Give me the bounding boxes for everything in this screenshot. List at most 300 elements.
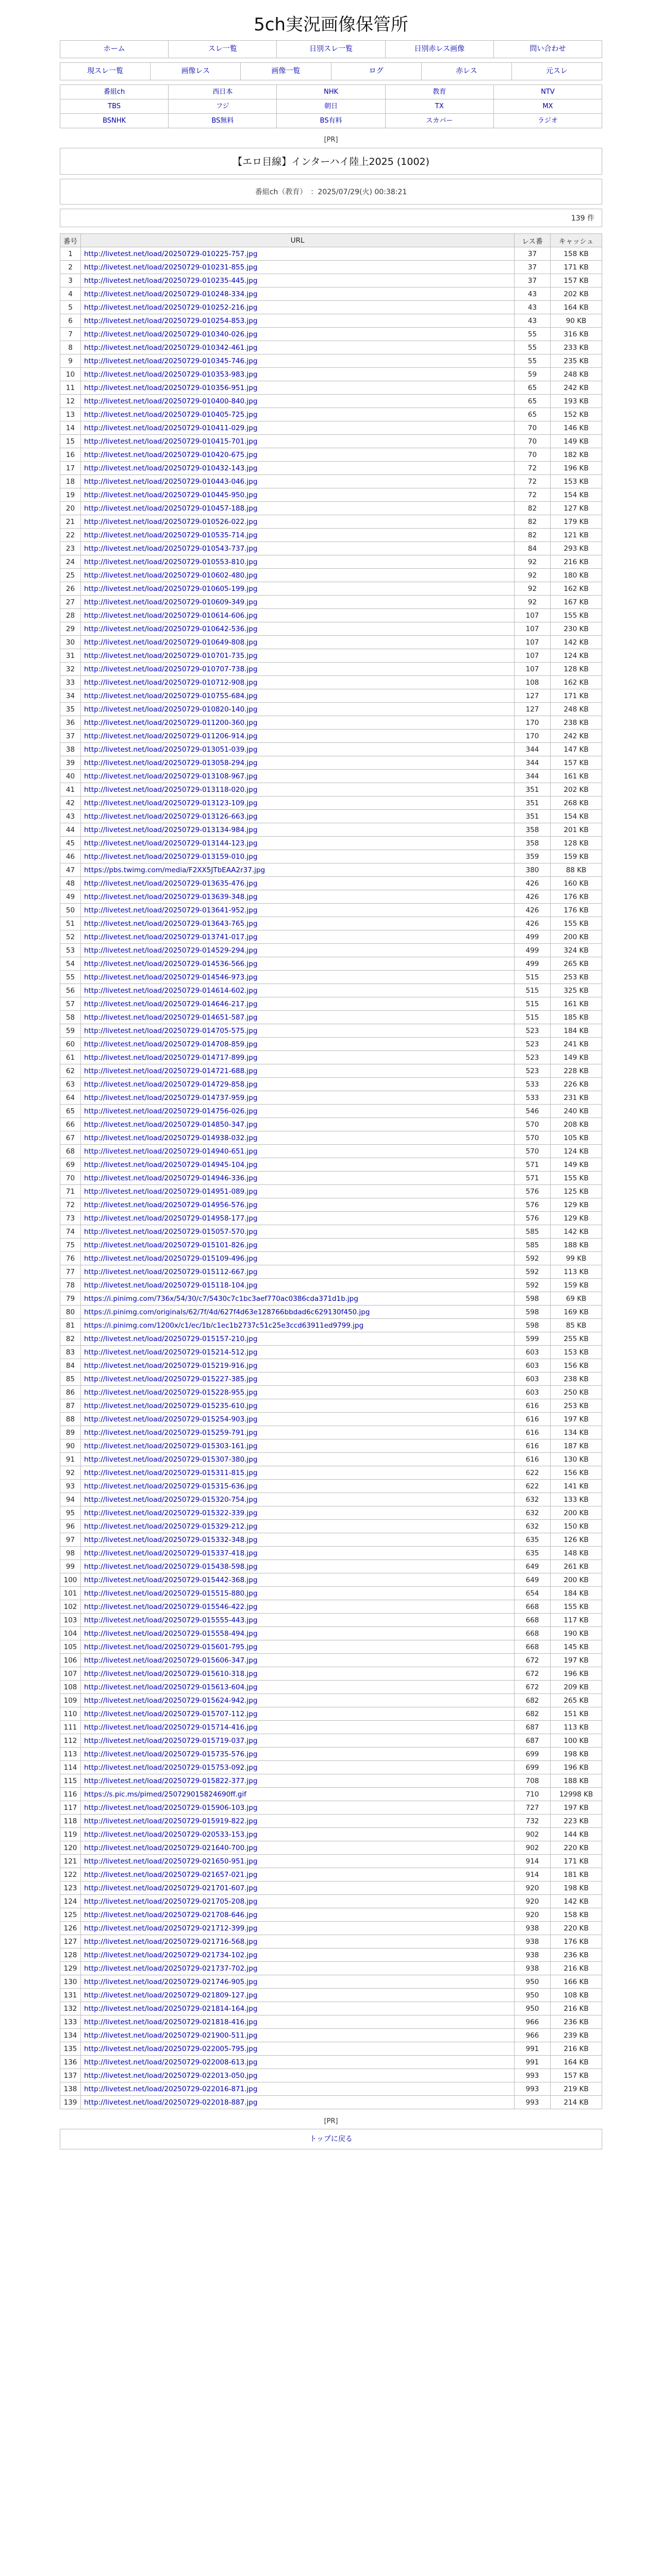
table-row <box>60 1828 602 1841</box>
url-cell <box>81 877 515 890</box>
image-url-link[interactable]: http://livetest.net/load/20250729-010345-746.jpg <box>84 357 258 365</box>
url-cell <box>81 1975 515 1989</box>
image-url-link[interactable]: http://livetest.net/load/20250729-015214-512.jpg <box>84 1348 258 1357</box>
image-url-link[interactable]: http://livetest.net/load/20250729-021716-568.jpg <box>84 1937 258 1946</box>
table-row <box>60 622 602 636</box>
image-url-link[interactable]: http://livetest.net/load/20250729-015307-380.jpg <box>84 1455 258 1464</box>
image-url-link[interactable]: http://livetest.net/load/20250729-014756-026.jpg <box>84 1107 258 1115</box>
image-url-link[interactable]: http://livetest.net/load/20250729-010415-701.jpg <box>84 437 258 446</box>
nav-channels-item[interactable]: 教育 <box>386 85 494 99</box>
cache-size: 253 KB <box>551 971 602 984</box>
nav-channels-item[interactable]: 朝日 <box>277 99 385 114</box>
row-number: 4 <box>60 287 81 301</box>
image-url-link[interactable]: http://livetest.net/load/20250729-014646-217.jpg <box>84 999 258 1008</box>
url-cell <box>81 850 515 863</box>
image-url-link[interactable]: http://livetest.net/load/20250729-010701-735.jpg <box>84 651 258 660</box>
image-url-link[interactable]: http://livetest.net/load/20250729-015320-754.jpg <box>84 1495 258 1504</box>
cache-size: 125 KB <box>551 1185 602 1198</box>
cache-size: 231 KB <box>551 1091 602 1105</box>
image-url-link[interactable]: http://livetest.net/load/20250729-015157-210.jpg <box>84 1334 258 1343</box>
url-cell <box>81 1761 515 1774</box>
table-row <box>60 1024 602 1038</box>
cache-size: 121 KB <box>551 529 602 542</box>
res-number: 92 <box>515 569 551 582</box>
image-url-link[interactable]: http://livetest.net/load/20250729-013118-020.jpg <box>84 785 258 794</box>
image-url-link[interactable]: http://livetest.net/load/20250729-015624-942.jpg <box>84 1696 258 1705</box>
url-cell <box>81 1815 515 1828</box>
image-url-link[interactable]: http://livetest.net/load/20250729-015254-903.jpg <box>84 1415 258 1423</box>
image-url-link[interactable]: http://livetest.net/load/20250729-010457-188.jpg <box>84 504 258 513</box>
image-url-link[interactable]: http://livetest.net/load/20250729-015337-418.jpg <box>84 1549 258 1557</box>
cache-size: 169 KB <box>551 1306 602 1319</box>
cache-size: 99 KB <box>551 1252 602 1265</box>
image-url-link[interactable]: http://livetest.net/load/20250729-010707-738.jpg <box>84 665 258 673</box>
image-url-link[interactable]: http://livetest.net/load/20250729-015753-092.jpg <box>84 1763 258 1772</box>
image-url-link[interactable]: http://livetest.net/load/20250729-015311-815.jpg <box>84 1468 258 1477</box>
image-url-link[interactable]: http://livetest.net/load/20250729-021746-905.jpg <box>84 1977 258 1986</box>
row-number: 10 <box>60 368 81 381</box>
image-url-link[interactable]: http://livetest.net/load/20250729-014958-177.jpg <box>84 1214 258 1223</box>
image-url-link[interactable]: http://livetest.net/load/20250729-021701-607.jpg <box>84 1884 258 1892</box>
image-url-link[interactable]: http://livetest.net/load/20250729-011200-360.jpg <box>84 718 258 727</box>
cache-size: 164 KB <box>551 2056 602 2069</box>
url-cell <box>81 944 515 957</box>
image-url-link[interactable]: http://livetest.net/load/20250729-010535-714.jpg <box>84 531 258 539</box>
image-url-link[interactable]: http://livetest.net/load/20250729-010254-853.jpg <box>84 316 258 325</box>
nav-second-item[interactable]: 元スレ <box>512 63 602 80</box>
image-url-link[interactable]: https://i.pinimg.com/1200x/c1/ec/1b/c1ec1b2737c51c25e3ccd63911ed9799.jpg <box>84 1321 364 1330</box>
image-url-link[interactable]: http://livetest.net/load/20250729-021814-164.jpg <box>84 2004 258 2013</box>
image-url-link[interactable]: http://livetest.net/load/20250729-010420-675.jpg <box>84 450 258 459</box>
site-title[interactable]: 5ch実況画像保管所 <box>254 14 408 35</box>
image-url-link[interactable]: http://livetest.net/load/20250729-015919-822.jpg <box>84 1817 258 1825</box>
image-url-link[interactable]: http://livetest.net/load/20250729-015315-636.jpg <box>84 1482 258 1490</box>
cache-size: 145 KB <box>551 1640 602 1654</box>
nav-second-item[interactable]: ログ <box>332 63 422 80</box>
image-url-link[interactable]: http://livetest.net/load/20250729-015719-037.jpg <box>84 1736 258 1745</box>
res-number: 938 <box>515 1948 551 1962</box>
row-number: 69 <box>60 1158 81 1172</box>
nav-top-item[interactable]: ホーム <box>60 41 169 58</box>
res-number: 127 <box>515 703 551 716</box>
image-url-link[interactable]: http://livetest.net/load/20250729-014729-858.jpg <box>84 1080 258 1089</box>
image-url-link[interactable]: http://livetest.net/load/20250729-022008-613.jpg <box>84 2058 258 2066</box>
nav-second-item[interactable]: 画像一覧 <box>241 63 331 80</box>
table-row <box>60 1948 602 1962</box>
nav-top-item[interactable]: 問い合わせ <box>494 41 602 58</box>
res-number: 72 <box>515 462 551 475</box>
image-url-link[interactable]: http://livetest.net/load/20250729-014614-602.jpg <box>84 986 258 995</box>
image-url-link[interactable]: http://livetest.net/load/20250729-014546-973.jpg <box>84 973 258 981</box>
cache-size: 268 KB <box>551 796 602 810</box>
image-url-link[interactable]: http://livetest.net/load/20250729-015303-161.jpg <box>84 1442 258 1450</box>
table-row <box>60 1386 602 1399</box>
table-row <box>60 1158 602 1172</box>
image-url-link[interactable]: http://livetest.net/load/20250729-015555-443.jpg <box>84 1616 258 1624</box>
image-url-link[interactable]: http://livetest.net/load/20250729-010252-216.jpg <box>84 303 258 312</box>
image-url-link[interactable]: http://livetest.net/load/20250729-015259-791.jpg <box>84 1428 258 1437</box>
cache-size: 265 KB <box>551 1694 602 1707</box>
nav-second-item[interactable]: 赤レス <box>422 63 512 80</box>
image-url-link[interactable]: http://livetest.net/load/20250729-015228-955.jpg <box>84 1388 258 1397</box>
image-url-link[interactable]: http://livetest.net/load/20250729-010602-480.jpg <box>84 571 258 580</box>
table-row <box>60 1587 602 1600</box>
table-row <box>60 1064 602 1078</box>
image-url-link[interactable]: http://livetest.net/load/20250729-010614-606.jpg <box>84 611 258 620</box>
url-cell <box>81 1948 515 1962</box>
url-cell <box>81 971 515 984</box>
res-number: 668 <box>515 1627 551 1640</box>
thread-info: 番組ch（教育） ：2025/07/29(火) 00:38:21 <box>60 179 602 205</box>
url-cell <box>81 703 515 716</box>
image-url-link[interactable]: http://livetest.net/load/20250729-010526-022.jpg <box>84 517 258 526</box>
image-url-link[interactable]: http://livetest.net/load/20250729-015438-598.jpg <box>84 1562 258 1571</box>
nav-top-item[interactable]: 日別赤レス画像 <box>386 41 494 58</box>
image-url-link[interactable]: http://livetest.net/load/20250729-021708-646.jpg <box>84 1910 258 1919</box>
image-url-link[interactable]: http://livetest.net/load/20250729-013641-952.jpg <box>84 906 258 914</box>
row-number: 113 <box>60 1748 81 1761</box>
row-number: 38 <box>60 743 81 756</box>
url-cell <box>81 287 515 301</box>
url-cell <box>81 448 515 462</box>
image-url-link[interactable]: http://livetest.net/load/20250729-013144-123.jpg <box>84 839 258 848</box>
url-cell <box>81 810 515 823</box>
res-number: 993 <box>515 2069 551 2082</box>
res-number: 632 <box>515 1506 551 1520</box>
image-url-link[interactable]: http://livetest.net/load/20250729-015707-112.jpg <box>84 1709 258 1718</box>
url-cell <box>81 1466 515 1480</box>
table-row <box>60 1520 602 1533</box>
table-row <box>60 515 602 529</box>
row-number: 82 <box>60 1332 81 1346</box>
nav-top-item[interactable]: 日別スレ一覧 <box>277 41 385 58</box>
url-cell <box>81 1399 515 1413</box>
image-url-link[interactable]: http://livetest.net/load/20250729-010405-725.jpg <box>84 410 258 419</box>
nav-channels-item[interactable]: MX <box>494 99 602 114</box>
table-row <box>60 957 602 971</box>
pr-label[interactable]: [PR] <box>324 136 338 144</box>
image-url-link[interactable]: http://livetest.net/load/20250729-021734-102.jpg <box>84 1951 258 1959</box>
nav-channels-item[interactable]: ラジオ <box>494 114 602 128</box>
image-url-link[interactable]: http://livetest.net/load/20250729-014737-959.jpg <box>84 1093 258 1102</box>
image-url-link[interactable]: http://livetest.net/load/20250729-015332-348.jpg <box>84 1535 258 1544</box>
row-number: 129 <box>60 1962 81 1975</box>
image-url-link[interactable]: http://livetest.net/load/20250729-015112-667.jpg <box>84 1267 258 1276</box>
nav-channels-item[interactable]: BSNHK <box>60 114 169 128</box>
image-url-link[interactable]: http://livetest.net/load/20250729-015329-212.jpg <box>84 1522 258 1531</box>
table-row <box>60 770 602 783</box>
url-cell <box>81 930 515 944</box>
url-cell <box>81 1064 515 1078</box>
image-url-link[interactable]: http://livetest.net/load/20250729-013639-348.jpg <box>84 892 258 901</box>
image-url-link[interactable]: http://livetest.net/load/20250729-015515-880.jpg <box>84 1589 258 1598</box>
image-url-link[interactable]: http://livetest.net/load/20250729-013643-765.jpg <box>84 919 258 928</box>
image-url-link[interactable]: http://livetest.net/load/20250729-015546-422.jpg <box>84 1602 258 1611</box>
row-number: 115 <box>60 1774 81 1788</box>
image-url-link[interactable]: http://livetest.net/load/20250729-015227-385.jpg <box>84 1375 258 1383</box>
image-url-link[interactable]: http://livetest.net/load/20250729-010445-950.jpg <box>84 490 258 499</box>
row-number: 61 <box>60 1051 81 1064</box>
image-url-link[interactable]: http://livetest.net/load/20250729-010340-026.jpg <box>84 330 258 338</box>
image-url-link[interactable]: http://livetest.net/load/20250729-015714-416.jpg <box>84 1723 258 1732</box>
image-url-link[interactable]: http://livetest.net/load/20250729-010649-808.jpg <box>84 638 258 647</box>
cache-size: 149 KB <box>551 435 602 448</box>
table-row <box>60 1681 602 1694</box>
image-url-link[interactable]: http://livetest.net/load/20250729-014940-651.jpg <box>84 1147 258 1156</box>
image-url-link[interactable]: http://livetest.net/load/20250729-020533-153.jpg <box>84 1830 258 1839</box>
nav-channels-item[interactable]: TX <box>386 99 494 114</box>
cache-size: 124 KB <box>551 1145 602 1158</box>
image-url-link[interactable]: http://livetest.net/load/20250729-013635-476.jpg <box>84 879 258 888</box>
image-url-link[interactable]: https://i.pinimg.com/736x/54/30/c7/5430c7c1bc3aef770ac0386cda371d1b.jpg <box>84 1294 358 1303</box>
image-url-link[interactable]: http://livetest.net/load/20250729-015109-496.jpg <box>84 1254 258 1263</box>
image-url-link[interactable]: http://livetest.net/load/20250729-015101-826.jpg <box>84 1241 258 1249</box>
res-number: 993 <box>515 2082 551 2096</box>
cache-size: 184 KB <box>551 1587 602 1600</box>
cache-size: 128 KB <box>551 837 602 850</box>
res-number: 668 <box>515 1614 551 1627</box>
cache-size: 176 KB <box>551 890 602 904</box>
url-cell <box>81 1922 515 1935</box>
image-url-link[interactable]: http://livetest.net/load/20250729-010248-334.jpg <box>84 290 258 298</box>
table-row <box>60 1788 602 1801</box>
nav-second-item[interactable]: 現スレ一覧 <box>60 63 151 80</box>
image-url-link[interactable]: http://livetest.net/load/20250729-014951-089.jpg <box>84 1187 258 1196</box>
image-url-link[interactable]: http://livetest.net/load/20250729-014850-347.jpg <box>84 1120 258 1129</box>
res-number: 682 <box>515 1694 551 1707</box>
row-number: 119 <box>60 1828 81 1841</box>
image-url-link[interactable]: http://livetest.net/load/20250729-014708-859.jpg <box>84 1040 258 1048</box>
nav-channels-item[interactable]: NHK <box>277 85 385 99</box>
image-url-link[interactable]: http://livetest.net/load/20250729-015601-795.jpg <box>84 1642 258 1651</box>
row-number: 44 <box>60 823 81 837</box>
url-cell <box>81 301 515 314</box>
url-cell <box>81 890 515 904</box>
table-row <box>60 730 602 743</box>
table-row <box>60 1882 602 1895</box>
image-url-link[interactable]: http://livetest.net/load/20250729-013159-010.jpg <box>84 852 258 861</box>
image-url-link[interactable]: http://livetest.net/load/20250729-015219-916.jpg <box>84 1361 258 1370</box>
row-number: 76 <box>60 1252 81 1265</box>
table-row <box>60 716 602 730</box>
image-url-link[interactable]: http://livetest.net/load/20250729-010400-840.jpg <box>84 397 258 405</box>
res-number: 991 <box>515 2042 551 2056</box>
image-url-link[interactable]: http://livetest.net/load/20250729-021900-511.jpg <box>84 2031 258 2040</box>
table-row <box>60 395 602 408</box>
cache-size: 180 KB <box>551 569 602 582</box>
image-url-link[interactable]: http://livetest.net/load/20250729-010235-445.jpg <box>84 276 258 285</box>
image-url-link[interactable]: http://livetest.net/load/20250729-010543-737.jpg <box>84 544 258 553</box>
image-url-link[interactable]: http://livetest.net/load/20250729-010353-983.jpg <box>84 370 258 379</box>
cache-size: 238 KB <box>551 716 602 730</box>
table-row <box>60 1319 602 1332</box>
res-number: 616 <box>515 1426 551 1439</box>
image-url-link[interactable]: http://livetest.net/load/20250729-013126-663.jpg <box>84 812 258 821</box>
row-number: 106 <box>60 1654 81 1667</box>
image-url-link[interactable]: http://livetest.net/load/20250729-010642-536.jpg <box>84 624 258 633</box>
image-url-link[interactable]: http://livetest.net/load/20250729-014938-032.jpg <box>84 1133 258 1142</box>
url-cell <box>81 1667 515 1681</box>
image-url-link[interactable]: http://livetest.net/load/20250729-010712-908.jpg <box>84 678 258 687</box>
row-number: 92 <box>60 1466 81 1480</box>
image-url-link[interactable]: http://livetest.net/load/20250729-013741-017.jpg <box>84 933 258 941</box>
pr-label-bottom[interactable]: [PR] <box>324 2117 338 2125</box>
image-url-link[interactable]: http://livetest.net/load/20250729-015822-377.jpg <box>84 1776 258 1785</box>
cache-size: 164 KB <box>551 301 602 314</box>
image-url-link[interactable]: http://livetest.net/load/20250729-014946-336.jpg <box>84 1174 258 1182</box>
res-number: 515 <box>515 1011 551 1024</box>
res-number: 344 <box>515 743 551 756</box>
image-url-link[interactable]: http://livetest.net/load/20250729-021640-700.jpg <box>84 1843 258 1852</box>
image-url-link[interactable]: http://livetest.net/load/20250729-021650-951.jpg <box>84 1857 258 1866</box>
image-url-link[interactable]: http://livetest.net/load/20250729-022013-050.jpg <box>84 2071 258 2080</box>
cache-size: 242 KB <box>551 381 602 395</box>
table-row <box>60 877 602 890</box>
image-url-link[interactable]: http://livetest.net/load/20250729-013123-109.jpg <box>84 799 258 807</box>
nav-second-item[interactable]: 画像レス <box>151 63 241 80</box>
image-url-link[interactable]: http://livetest.net/load/20250729-010231-855.jpg <box>84 263 258 272</box>
image-url-link[interactable]: http://livetest.net/load/20250729-010411-029.jpg <box>84 423 258 432</box>
image-url-link[interactable]: https://s.pic.ms/pimed/250729015824690ff.gif <box>84 1790 246 1799</box>
nav-channels-item[interactable]: NTV <box>494 85 602 99</box>
nav-channels-item[interactable]: BS有料 <box>277 114 385 128</box>
image-url-link[interactable]: http://livetest.net/load/20250729-021737-702.jpg <box>84 1964 258 1973</box>
image-url-link[interactable]: http://livetest.net/load/20250729-015735-576.jpg <box>84 1750 258 1758</box>
row-number: 16 <box>60 448 81 462</box>
nav-channels-item[interactable]: TBS <box>60 99 169 114</box>
image-url-link[interactable]: http://livetest.net/load/20250729-013051-039.jpg <box>84 745 258 754</box>
image-url-link[interactable]: http://livetest.net/load/20250729-013134-984.jpg <box>84 825 258 834</box>
image-url-link[interactable]: http://livetest.net/load/20250729-015235-610.jpg <box>84 1401 258 1410</box>
image-url-link[interactable]: http://livetest.net/load/20250729-015118-104.jpg <box>84 1281 258 1290</box>
nav-top-item[interactable]: スレ一覧 <box>169 41 277 58</box>
row-number: 137 <box>60 2069 81 2082</box>
image-url-link[interactable]: http://livetest.net/load/20250729-015442-368.jpg <box>84 1575 258 1584</box>
url-cell <box>81 1024 515 1038</box>
row-number: 26 <box>60 582 81 596</box>
res-number: 72 <box>515 488 551 502</box>
url-cell <box>81 381 515 395</box>
image-url-link[interactable]: http://livetest.net/load/20250729-010443-046.jpg <box>84 477 258 486</box>
nav-channels-item[interactable]: 番組ch <box>60 85 169 99</box>
image-url-link[interactable]: http://livetest.net/load/20250729-022016-871.jpg <box>84 2084 258 2093</box>
image-url-link[interactable]: http://livetest.net/load/20250729-014717-899.jpg <box>84 1053 258 1062</box>
row-number: 49 <box>60 890 81 904</box>
url-cell <box>81 863 515 877</box>
image-url-link[interactable]: http://livetest.net/load/20250729-010225-757.jpg <box>84 249 258 258</box>
image-url-link[interactable]: http://livetest.net/load/20250729-010755-684.jpg <box>84 691 258 700</box>
image-url-link[interactable]: http://livetest.net/load/20250729-021712-399.jpg <box>84 1924 258 1933</box>
table-row <box>60 1145 602 1158</box>
nav-channels-item[interactable]: 西日本 <box>169 85 277 99</box>
image-url-link[interactable]: http://livetest.net/load/20250729-015613-604.jpg <box>84 1683 258 1691</box>
res-number: 914 <box>515 1868 551 1882</box>
table-row <box>60 475 602 488</box>
row-number: 116 <box>60 1788 81 1801</box>
res-number: 682 <box>515 1707 551 1721</box>
nav-channels-item[interactable]: フジ <box>169 99 277 114</box>
table-row <box>60 810 602 823</box>
image-url-link[interactable]: http://livetest.net/load/20250729-021809-127.jpg <box>84 1991 258 1999</box>
image-url-link[interactable]: http://livetest.net/load/20250729-010432-143.jpg <box>84 464 258 472</box>
url-cell <box>81 1587 515 1600</box>
image-url-link[interactable]: http://livetest.net/load/20250729-015322-339.jpg <box>84 1509 258 1517</box>
table-row <box>60 1868 602 1882</box>
image-url-link[interactable]: http://livetest.net/load/20250729-010356-951.jpg <box>84 383 258 392</box>
cache-size: 220 KB <box>551 1922 602 1935</box>
cache-size: 150 KB <box>551 1520 602 1533</box>
cache-size: 156 KB <box>551 1359 602 1372</box>
image-url-link[interactable]: http://livetest.net/load/20250729-014536-566.jpg <box>84 959 258 968</box>
res-number: 59 <box>515 368 551 381</box>
table-row <box>60 2002 602 2015</box>
nav-channels-item[interactable]: BS無料 <box>169 114 277 128</box>
image-url-link[interactable]: http://livetest.net/load/20250729-021705-208.jpg <box>84 1897 258 1906</box>
image-url-link[interactable]: http://livetest.net/load/20250729-014945-104.jpg <box>84 1160 258 1169</box>
image-url-link[interactable]: http://livetest.net/load/20250729-013058-294.jpg <box>84 758 258 767</box>
image-url-link[interactable]: http://livetest.net/load/20250729-010553-810.jpg <box>84 557 258 566</box>
cache-size: 151 KB <box>551 1707 602 1721</box>
table-row <box>60 703 602 716</box>
back-to-top-button[interactable]: トップに戻る <box>60 2129 602 2149</box>
image-url-link[interactable]: http://livetest.net/load/20250729-021818-416.jpg <box>84 2018 258 2026</box>
res-number: 902 <box>515 1828 551 1841</box>
row-number: 128 <box>60 1948 81 1962</box>
image-url-link[interactable]: http://livetest.net/load/20250729-013108-967.jpg <box>84 772 258 781</box>
table-row <box>60 1935 602 1948</box>
image-url-link[interactable]: http://livetest.net/load/20250729-015610-318.jpg <box>84 1669 258 1678</box>
image-url-link[interactable]: http://livetest.net/load/20250729-015558-494.jpg <box>84 1629 258 1638</box>
res-number: 699 <box>515 1761 551 1774</box>
table-row <box>60 1172 602 1185</box>
image-url-link[interactable]: http://livetest.net/load/20250729-014705-575.jpg <box>84 1026 258 1035</box>
image-url-link[interactable]: http://livetest.net/load/20250729-022018-887.jpg <box>84 2098 258 2107</box>
image-url-link[interactable]: http://livetest.net/load/20250729-011206-914.jpg <box>84 732 258 740</box>
image-url-link[interactable]: http://livetest.net/load/20250729-014721-688.jpg <box>84 1066 258 1075</box>
row-number: 70 <box>60 1172 81 1185</box>
image-url-link[interactable]: http://livetest.net/load/20250729-010820-140.jpg <box>84 705 258 714</box>
image-url-link[interactable]: http://livetest.net/load/20250729-015906-103.jpg <box>84 1803 258 1812</box>
url-cell <box>81 676 515 689</box>
image-url-link[interactable]: http://livetest.net/load/20250729-010609-349.jpg <box>84 598 258 606</box>
cache-size: 216 KB <box>551 555 602 569</box>
res-number: 499 <box>515 957 551 971</box>
table-row <box>60 1748 602 1761</box>
nav-channels-item[interactable]: スカパー <box>386 114 494 128</box>
image-url-link[interactable]: http://livetest.net/load/20250729-014956-576.jpg <box>84 1200 258 1209</box>
image-url-link[interactable]: http://livetest.net/load/20250729-015057-570.jpg <box>84 1227 258 1236</box>
image-url-link[interactable]: http://livetest.net/load/20250729-022005-795.jpg <box>84 2044 258 2053</box>
url-cell <box>81 1855 515 1868</box>
table-row <box>60 984 602 997</box>
row-number: 81 <box>60 1319 81 1332</box>
image-url-link[interactable]: http://livetest.net/load/20250729-010342-461.jpg <box>84 343 258 352</box>
image-url-link[interactable]: https://pbs.twimg.com/media/F2XX5JTbEAA2r37.jpg <box>84 866 266 874</box>
image-url-link[interactable]: http://livetest.net/load/20250729-014529-294.jpg <box>84 946 258 955</box>
image-url-link[interactable]: http://livetest.net/load/20250729-010605-199.jpg <box>84 584 258 593</box>
table-row <box>60 1252 602 1265</box>
image-url-link[interactable]: http://livetest.net/load/20250729-014651-587.jpg <box>84 1013 258 1022</box>
image-url-link[interactable]: https://i.pinimg.com/originals/62/7f/4d/627f4d63e128766bbdad6c629130f450.jpg <box>84 1308 370 1316</box>
table-row <box>60 1962 602 1975</box>
res-number: 710 <box>515 1788 551 1801</box>
res-number: 107 <box>515 609 551 622</box>
table-row <box>60 301 602 314</box>
cache-size: 171 KB <box>551 689 602 703</box>
image-url-link[interactable]: http://livetest.net/load/20250729-015606-347.jpg <box>84 1656 258 1665</box>
table-row <box>60 971 602 984</box>
image-url-link[interactable]: http://livetest.net/load/20250729-021657-021.jpg <box>84 1870 258 1879</box>
